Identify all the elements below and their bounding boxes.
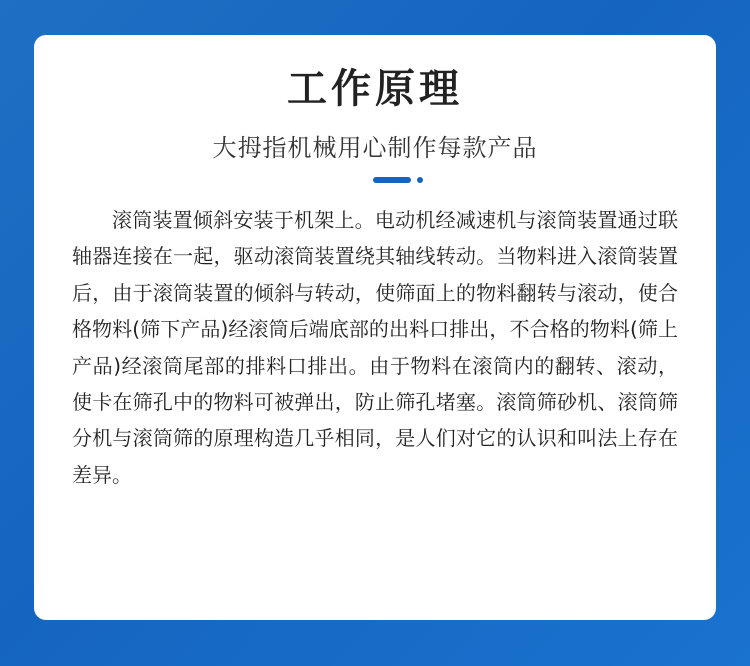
divider-dot [417, 177, 423, 183]
body-paragraph: 滚筒装置倾斜安装于机架上。电动机经减速机与滚筒装置通过联轴器连接在一起，驱动滚筒装置绕其轴线转动。当物料进入滚筒装置后，由于滚筒装置的倾斜与转动，使筛面上的物料翻转与滚动，使合格物料(筛下产品)经滚筒后端底部的出料口排出，不合格的物料(筛上产品)经滚筒尾部的排料口排出。由于物料在滚筒内的翻转、滚动，使卡在筛孔中的物料可被弹出，防止筛孔堵塞。滚筒筛砂机、滚筒筛分机与滚筒筛的原理构造几乎相同，是人们对它的认识和叫法上存在差异。 [72, 208, 678, 487]
page-title: 工作原理 [287, 66, 463, 112]
content-card [34, 35, 716, 620]
page-subtitle: 大拇指机械用心制作每款产品 [212, 134, 538, 162]
divider-bar [373, 177, 411, 183]
